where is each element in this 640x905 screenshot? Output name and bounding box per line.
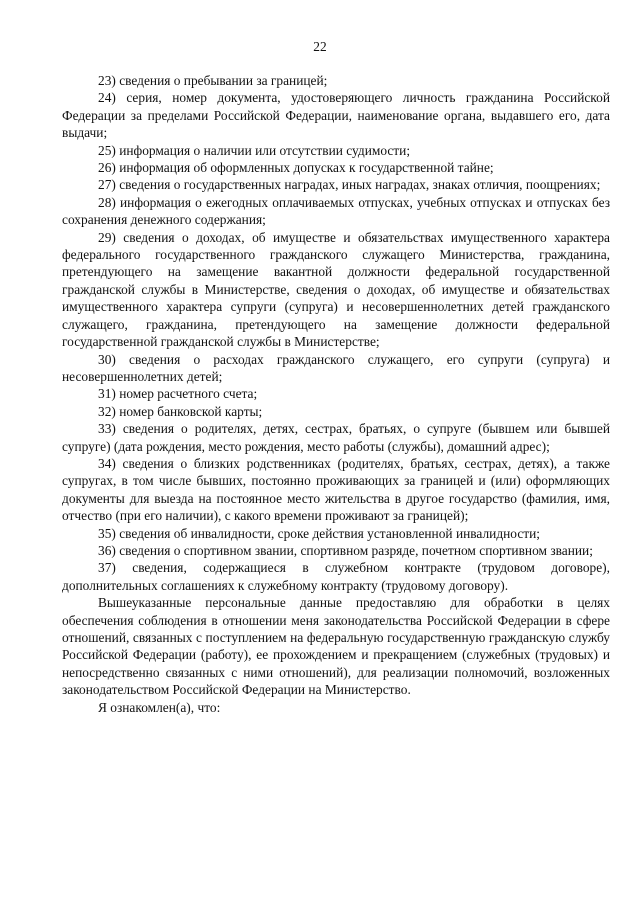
list-item-29: 29) сведения о доходах, об имуществе и обязательствах имущественного характера федерального государственного гражданского служащего Министерства, гражданина, претендующего на замещение вакантной должности федеральной государственной гражданской службы в Министерстве, сведения о доходах, об имуществе и обязательствах имущественного характера супруги (супруга) и несовершеннолетних детей гражданского служащего, гражданина, претендующего на замещение должности федеральной государственной гражданской службы в Министерстве;	[62, 229, 610, 350]
document-body	[62, 72, 610, 716]
list-item-36: 36) сведения о спортивном звании, спортивном разряде, почетном спортивном звании;	[98, 542, 593, 558]
list-item-27: 27) сведения о государственных наградах, иных наградах, знаках отличия, поощрениях;	[98, 177, 601, 193]
list-item-34: 34) сведения о близких родственниках (родителях, братьях, сестрах, детях), а также супругах, в том числе бывших, постоянно проживающих за границей и (или) оформляющих документы для выезда на постоянное место жительства в другое государство (фамилия, имя, отчество (при его наличии), с какого времени проживают за границей);	[62, 455, 610, 524]
acknowledgement-paragraph: Я ознакомлен(а), что:	[98, 699, 221, 715]
list-item-30: 30) сведения о расходах гражданского служащего, его супруги (супруга) и несовершеннолетних детей;	[62, 351, 610, 384]
page-number: 22	[313, 39, 327, 54]
list-item-28: 28) информация о ежегодных оплачиваемых отпусках, учебных отпусках и отпусках без сохранения денежного содержания;	[62, 194, 610, 228]
list-item-35: 35) сведения об инвалидности, сроке действия установленной инвалидности;	[98, 525, 541, 541]
list-item-24: 24) серия, номер документа, удостоверяющего личность гражданина Российской Федерации за пределами Российской Федерации, наименование органа, выдавшего его, дата выдачи;	[62, 90, 610, 141]
list-item-25: 25) информация о наличии или отсутствии судимости;	[98, 142, 411, 158]
list-item-26: 26) информация об оформленных допусках к государственной тайне;	[98, 160, 494, 176]
list-item-33: 33) сведения о родителях, детях, сестрах, братьях, о супруге (бывшем или бывшей супруге) (дата рождения, место рождения, место работы (службы), домашний адрес);	[62, 421, 610, 454]
list-item-23: 23) сведения о пребывании за границей;	[98, 73, 328, 88]
purpose-paragraph: Вышеуказанные персональные данные предоставляю для обработки в целях обеспечения соблюдения в отношении меня законодательства Российской Федерации в сфере отношений, связанных с поступлением на федеральную государственную гражданскую службу Российской Федерации (работу), ее прохождением и прекращением (служебных (трудовых) и непосредственно связанных с ними отношений), для реализации полномочий, возложенных законодательством Российской Федерации на Министерство.	[62, 595, 610, 698]
list-item-37: 37) сведения, содержащиеся в служебном контракте (трудовом договоре), дополнительных соглашениях к служебному контракту (трудовому договору).	[62, 560, 610, 593]
list-item-31: 31) номер расчетного счета;	[98, 386, 258, 402]
list-item-32: 32) номер банковской карты;	[98, 403, 263, 419]
